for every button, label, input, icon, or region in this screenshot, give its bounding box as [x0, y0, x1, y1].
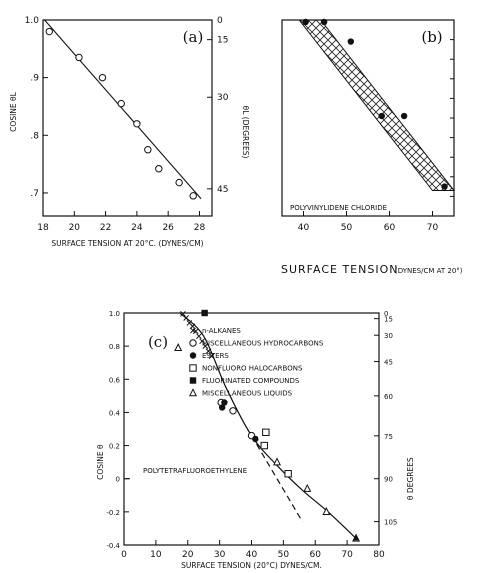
- data-point: [76, 54, 82, 60]
- y-tick-label: .8: [30, 131, 39, 142]
- y2-tick-label: 45: [384, 358, 393, 367]
- y2-tick-label: 45: [217, 184, 229, 195]
- data-point: [201, 310, 207, 316]
- x-tick-label: 50: [340, 223, 353, 233]
- data-point: [99, 74, 105, 80]
- legend-marker: [190, 365, 196, 371]
- data-point: [118, 100, 124, 106]
- y-tick-label: 0.8: [108, 343, 120, 352]
- data-point: [221, 399, 227, 405]
- legend-label: MISCELLANEOUS HYDROCARBONS: [202, 339, 324, 348]
- y2-tick-label: 105: [384, 518, 398, 527]
- data-point: [285, 471, 291, 477]
- legend-marker: [190, 340, 196, 346]
- panel-c: [96, 310, 415, 570]
- legend-marker: [190, 389, 196, 395]
- y2-tick-label: 90: [384, 475, 393, 484]
- x-tick-label: 24: [131, 223, 143, 233]
- data-point: [401, 113, 407, 119]
- y-tick-label: -0.2: [106, 508, 120, 517]
- x-tick-label: 20: [182, 550, 194, 560]
- data-point: [46, 28, 52, 34]
- y2-tick-label: 0: [384, 310, 389, 318]
- legend-label: MISCELLANEOUS LIQUIDS: [202, 389, 293, 398]
- y-tick-label: .7: [30, 188, 39, 199]
- x-tick-label: 50: [277, 550, 290, 560]
- y2-tick-label: 0: [217, 16, 223, 26]
- data-point: [175, 344, 181, 350]
- y2-tick-label: 75: [384, 432, 393, 441]
- y2-tick-label: 15: [217, 35, 229, 46]
- y-tick-label: 0.2: [108, 442, 120, 451]
- x-tick-label: 18: [37, 223, 49, 233]
- y2-tick-label: 60: [384, 392, 393, 401]
- x-tick-label: 60: [309, 550, 321, 560]
- x-tick-label: 80: [373, 550, 385, 560]
- legend-marker: [190, 352, 196, 358]
- data-point: [184, 315, 189, 320]
- x-axis-label: SURFACE TENSION (20°C) DYNES/CM.: [181, 561, 322, 570]
- x-tick-label: 40: [297, 223, 310, 233]
- plot-frame: [43, 20, 212, 216]
- y2-tick-label: 30: [384, 332, 393, 341]
- data-point: [190, 193, 196, 199]
- x-tick-label: 60: [383, 223, 396, 233]
- x-tick-label: 28: [193, 223, 206, 233]
- data-point: [441, 183, 447, 189]
- data-point: [196, 334, 201, 339]
- data-point: [302, 19, 308, 25]
- legend-label: NONFLUORO HALOCARBONS: [202, 364, 303, 373]
- x-tick-label: 70: [341, 550, 353, 560]
- data-point: [156, 166, 162, 172]
- data-point: [261, 442, 267, 448]
- x-tick-label: 22: [99, 223, 112, 233]
- y-tick-label: 0.4: [108, 409, 120, 418]
- data-point: [321, 19, 327, 25]
- panel-label: (b): [421, 28, 443, 46]
- data-point: [230, 408, 236, 414]
- data-point: [379, 113, 385, 119]
- data-point: [134, 121, 140, 127]
- annotation-label: POLYVINYLIDENE CHLORIDE: [290, 204, 388, 212]
- data-point: [263, 429, 269, 435]
- data-point: [304, 485, 310, 491]
- legend-label: ESTERS: [202, 352, 229, 360]
- data-point: [348, 38, 354, 44]
- plot-frame: [282, 20, 454, 216]
- y2-axis-label: θ DEGREES: [406, 457, 415, 501]
- x-tick-label: 40: [245, 550, 258, 560]
- data-point: [176, 179, 182, 185]
- y-tick-label: 1.0: [24, 16, 39, 26]
- fit-line: [45, 20, 201, 199]
- y2-axis-label: θL (DEGREES): [241, 105, 250, 159]
- panel-label: (a): [182, 28, 204, 46]
- legend-marker: [190, 377, 196, 383]
- x-tick-label: 20: [68, 223, 81, 233]
- y2-tick-label: 30: [217, 93, 229, 104]
- x-axis-label: SURFACE TENSION AT 20°C. (DYNES/CM): [51, 239, 204, 248]
- y-axis-label: COSINE θ: [96, 444, 105, 480]
- y-tick-label: -0.4: [106, 542, 120, 550]
- panel-b: [281, 19, 463, 276]
- y2-tick-label: 15: [384, 315, 393, 324]
- x-tick-label: 10: [150, 550, 162, 560]
- y-tick-label: 0.6: [108, 376, 120, 385]
- y-tick-label: .9: [30, 73, 39, 84]
- data-point: [274, 458, 280, 464]
- y-tick-label: 1.0: [108, 310, 120, 318]
- x-axis-units: (DYNES/CM AT 20°): [395, 267, 463, 275]
- data-point: [145, 147, 151, 153]
- x-tick-label: 0: [121, 550, 127, 560]
- annotation-label: POLYTETRAFLUOROETHYLENE: [143, 467, 248, 475]
- panel-a: [9, 16, 250, 248]
- extrapolation-line: [252, 436, 303, 522]
- panel-label: (c): [147, 333, 169, 351]
- data-point: [252, 436, 258, 442]
- legend-label: n-ALKANES: [202, 327, 241, 335]
- legend-label: FLUORINATED COMPOUNDS: [202, 377, 300, 385]
- x-tick-label: 70: [426, 223, 439, 233]
- x-tick-label: 26: [162, 223, 174, 233]
- y-axis-label: COSINE θL: [9, 92, 18, 132]
- x-axis-label: SURFACE TENSION: [281, 263, 399, 276]
- y-tick-label: 0: [115, 475, 120, 484]
- x-tick-label: 30: [213, 550, 226, 560]
